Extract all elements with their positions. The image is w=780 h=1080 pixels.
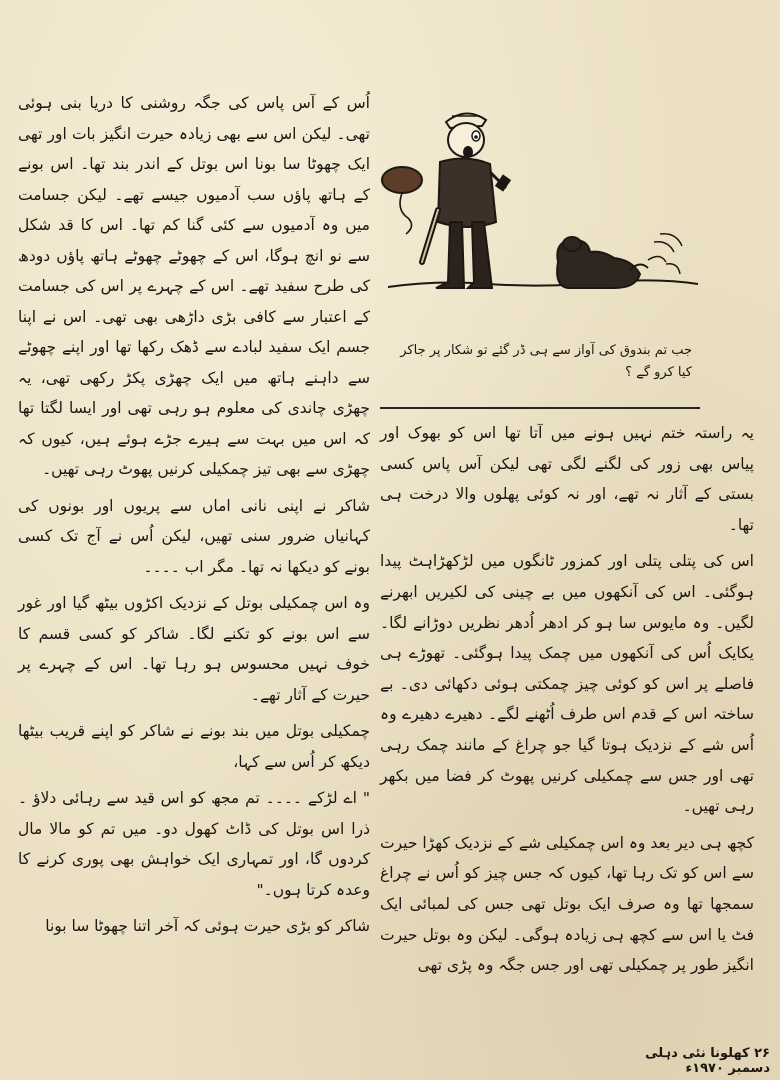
paragraph: چمکیلی بوتل میں بند بونے نے شاکر کو اپنے قریب بیٹھا دیکھ کر اُس سے کہا، <box>18 722 370 771</box>
paragraph: شاکر کو بڑی حیرت ہوئی کہ آخر اتنا چھوٹا سا بونا <box>45 917 370 935</box>
paragraph: اُس کے آس پاس کی جگہ روشنی کا دریا بنی ہوئی تھی۔ لیکن اس سے بھی زیادہ حیرت انگیز بات اور تھی ایک چھوٹا سا بونا اس بوتل کے اندر بند تھا۔ اس بونے کے ہاتھ پاؤں سب آدمیوں جیسے تھے۔ لیکن جسامت میں وہ آدمیوں سے کئی گنا کم تھا۔ اس کا قد شکل سے نو انچ ہوگا، اس کے چھوٹے چھوٹے ہاتھ پاؤں دودھ کی طرح سفید تھے۔ اس کے چہرے پر اس کی جسامت کے اعتبار سے کافی بڑی داڑھی بھی تھی۔ اس نے اپنا جسم ایک سفید لبادے سے ڈھک رکھا تھا اور اپنے چھوٹے سے داہنے ہاتھ میں ایک چھڑی پکڑ رکھی تھی، یہ چھڑی چاندی کی معلوم ہو رہی تھی اور ایسا لگتا تھا کہ اس میں بہت سے ہیرے جڑے ہوئے ہیں، کیوں کہ چھڑی سے بھی تیز چمکیلی کرنیں پھوٹ رہی تھیں۔ <box>18 94 370 478</box>
paragraph: " اے لڑکے ۔۔۔۔ تم مجھ کو اس قید سے رہائی دلاؤ ۔ ذرا اس بوتل کی ڈاٹ کھول دو۔ میں تم کو مالا مال کردوں گا، اور تمہاری ایک خواہش بھی پوری کرنے کا وعدہ کرتا ہوں۔" <box>18 789 370 899</box>
illustration-caption: جب تم بندوق کی آواز سے ہی ڈر گئے تو شکار پر جاکر کیا کرو گے ؟ <box>400 343 692 380</box>
hunter-cartoon-illustration <box>378 92 708 322</box>
paragraph: اس کی پتلی پتلی اور کمزور ٹانگوں میں لڑکھڑاہٹ پیدا ہوگئی۔ اس کی آنکھوں میں بے چینی کی لکیریں ابھرنے لگیں۔ وہ مایوس سا ہو کر ادھر اُدھر نظریں دوڑانے لگا۔ یکایک اُس کی آنکھوں میں چمک پیدا ہوگئی۔ تھوڑے ہی فاصلے پر اس کو کوئی چیز چمکتی ہوئی دکھائی دی۔ بے ساختہ اس کے قدم اس طرف اُٹھنے لگے۔ دھیرے دھیرے وہ اُس شے کے نزدیک ہوتا گیا جو چراغ کے مانند چمک رہی تھی اور جس سے چمکیلی کرنیں پھوٹ کر فضا میں بکھر رہی تھیں۔ <box>380 552 754 816</box>
paragraph: یہ راستہ ختم نہیں ہونے میں آتا تھا اس کو بھوک اور پیاس بھی زور کی لگنے لگی تھی لیکن آس پاس کسی بستی کے آثار نہ تھے، اور نہ کوئی پھلوں والا درخت ہی تھا۔ <box>380 424 754 534</box>
paragraph: وہ اس چمکیلی بوتل کے نزدیک اکڑوں بیٹھ گیا اور غور سے اس بونے کو تکنے لگا۔ شاکر کو کسی قسم کا خوف نہیں محسوس ہو رہا تھا۔ اس کے چہرے پر حیرت کے آثار تھے۔ <box>18 594 370 704</box>
hunter-figure <box>422 113 511 288</box>
page-footer: ۲۶ کھلونا نئی دہلی دسمبر ۱۹۷۰ء <box>645 1046 770 1076</box>
paragraph: کچھ ہی دیر بعد وہ اس چمکیلی شے کے نزدیک کھڑا حیرت سے اس کو تک رہا تھا، کیوں کہ جس چیز کو اُس نے چراغ سمجھا تھا وہ صرف ایک بوتل تھی جس کی لمبائی ایک فٹ یا اس سے کچھ ہی زیادہ ہوگی۔ لیکن وہ بوتل حیرت انگیز طور پر چمکیلی تھی اور جس جگہ وہ پڑی تھی <box>380 833 754 975</box>
column-divider <box>380 407 700 409</box>
left-text-column <box>18 88 370 948</box>
right-text-column <box>380 418 754 987</box>
paragraph: شاکر نے اپنی نانی اماں سے پریوں اور بونوں کی کہانیاں ضرور سنی تھیں، لیکن اُس نے آج تک کسی بونے کو دیکھا نہ تھا۔ مگر اب ۔۔۔۔ <box>18 496 370 576</box>
